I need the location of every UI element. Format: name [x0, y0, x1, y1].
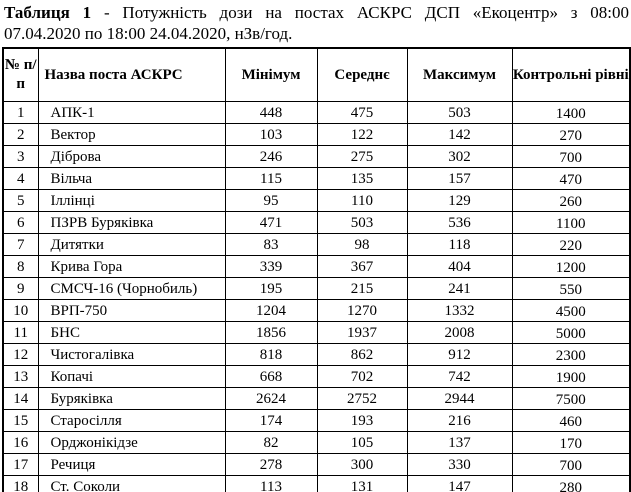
row-number-cell: 7	[3, 234, 38, 256]
max-value-cell: 1332	[407, 300, 512, 322]
table-caption-label: Таблиця 1	[4, 3, 92, 22]
post-name-cell: АПК-1	[38, 102, 225, 124]
min-value-cell: 448	[225, 102, 317, 124]
row-number-cell: 11	[3, 322, 38, 344]
avg-value-cell: 1937	[317, 322, 407, 344]
post-name-cell: Діброва	[38, 146, 225, 168]
post-name-cell: Вектор	[38, 124, 225, 146]
avg-value-cell: 702	[317, 366, 407, 388]
control-level-cell: 700	[512, 454, 630, 476]
table-row	[3, 256, 630, 278]
control-level-cell: 7500	[512, 388, 630, 410]
min-value-cell: 246	[225, 146, 317, 168]
post-name-cell: СМСЧ-16 (Чорнобиль)	[38, 278, 225, 300]
table-row	[3, 388, 630, 410]
avg-value-cell: 105	[317, 432, 407, 454]
row-number-cell: 14	[3, 388, 38, 410]
table-caption-text: - Потужність дози на постах АСКРС ДСП «Екоцентр» з 08:00	[91, 3, 629, 22]
min-value-cell: 174	[225, 410, 317, 432]
max-value-cell: 912	[407, 344, 512, 366]
post-name-cell: Ст. Соколи	[38, 476, 225, 492]
avg-value-cell: 2752	[317, 388, 407, 410]
control-level-cell: 4500	[512, 300, 630, 322]
max-value-cell: 536	[407, 212, 512, 234]
max-value-cell: 157	[407, 168, 512, 190]
post-name-cell: ПЗРВ Буряківка	[38, 212, 225, 234]
min-value-cell: 95	[225, 190, 317, 212]
avg-value-cell: 131	[317, 476, 407, 492]
control-level-cell: 5000	[512, 322, 630, 344]
row-number-cell: 15	[3, 410, 38, 432]
table-row	[3, 146, 630, 168]
row-number-cell: 13	[3, 366, 38, 388]
control-level-cell: 280	[512, 476, 630, 492]
row-number-cell: 2	[3, 124, 38, 146]
max-value-cell: 404	[407, 256, 512, 278]
min-value-cell: 115	[225, 168, 317, 190]
row-number-cell: 3	[3, 146, 38, 168]
max-value-cell: 129	[407, 190, 512, 212]
row-number-cell: 8	[3, 256, 38, 278]
max-value-cell: 2008	[407, 322, 512, 344]
table-row	[3, 278, 630, 300]
max-value-cell: 118	[407, 234, 512, 256]
post-name-cell: Буряківка	[38, 388, 225, 410]
max-value-cell: 302	[407, 146, 512, 168]
table-row	[3, 410, 630, 432]
post-name-cell: Дитятки	[38, 234, 225, 256]
table-body	[3, 102, 630, 492]
min-value-cell: 2624	[225, 388, 317, 410]
avg-value-cell: 1270	[317, 300, 407, 322]
row-number-cell: 12	[3, 344, 38, 366]
table-caption-line1	[4, 2, 629, 23]
post-name-cell: ВРП-750	[38, 300, 225, 322]
post-name-cell: Чистогалівка	[38, 344, 225, 366]
table-caption	[4, 2, 629, 44]
row-number-cell: 1	[3, 102, 38, 124]
min-value-cell: 1856	[225, 322, 317, 344]
row-number-cell: 10	[3, 300, 38, 322]
min-value-cell: 113	[225, 476, 317, 492]
post-name-cell: Орджонікідзе	[38, 432, 225, 454]
min-value-cell: 195	[225, 278, 317, 300]
control-level-cell: 1400	[512, 102, 630, 124]
min-value-cell: 818	[225, 344, 317, 366]
header-average: Середнє	[317, 48, 407, 102]
post-name-cell: Крива Гора	[38, 256, 225, 278]
control-level-cell: 2300	[512, 344, 630, 366]
max-value-cell: 137	[407, 432, 512, 454]
avg-value-cell: 193	[317, 410, 407, 432]
header-maximum: Максимум	[407, 48, 512, 102]
min-value-cell: 471	[225, 212, 317, 234]
row-number-cell: 5	[3, 190, 38, 212]
row-number-cell: 18	[3, 476, 38, 492]
min-value-cell: 82	[225, 432, 317, 454]
avg-value-cell: 275	[317, 146, 407, 168]
min-value-cell: 339	[225, 256, 317, 278]
row-number-cell: 4	[3, 168, 38, 190]
table-row	[3, 454, 630, 476]
avg-value-cell: 475	[317, 102, 407, 124]
post-name-cell: Старосілля	[38, 410, 225, 432]
min-value-cell: 278	[225, 454, 317, 476]
max-value-cell: 742	[407, 366, 512, 388]
post-name-cell: Речиця	[38, 454, 225, 476]
avg-value-cell: 135	[317, 168, 407, 190]
header-row	[3, 48, 630, 102]
avg-value-cell: 862	[317, 344, 407, 366]
max-value-cell: 216	[407, 410, 512, 432]
avg-value-cell: 215	[317, 278, 407, 300]
avg-value-cell: 122	[317, 124, 407, 146]
table-row	[3, 322, 630, 344]
min-value-cell: 103	[225, 124, 317, 146]
control-level-cell: 1200	[512, 256, 630, 278]
table-row	[3, 212, 630, 234]
control-level-cell: 1900	[512, 366, 630, 388]
row-number-cell: 9	[3, 278, 38, 300]
table-header	[3, 48, 630, 102]
post-name-cell: Копачі	[38, 366, 225, 388]
table-row	[3, 366, 630, 388]
avg-value-cell: 503	[317, 212, 407, 234]
header-minimum: Мінімум	[225, 48, 317, 102]
control-level-cell: 220	[512, 234, 630, 256]
avg-value-cell: 300	[317, 454, 407, 476]
post-name-cell: Вільча	[38, 168, 225, 190]
table-row	[3, 190, 630, 212]
max-value-cell: 2944	[407, 388, 512, 410]
table-row	[3, 300, 630, 322]
max-value-cell: 147	[407, 476, 512, 492]
avg-value-cell: 367	[317, 256, 407, 278]
control-level-cell: 550	[512, 278, 630, 300]
post-name-cell: БНС	[38, 322, 225, 344]
min-value-cell: 668	[225, 366, 317, 388]
avg-value-cell: 110	[317, 190, 407, 212]
avg-value-cell: 98	[317, 234, 407, 256]
table-row	[3, 102, 630, 124]
control-level-cell: 460	[512, 410, 630, 432]
header-row-number: № п/п	[3, 48, 38, 102]
table-row	[3, 234, 630, 256]
control-level-cell: 270	[512, 124, 630, 146]
control-level-cell: 260	[512, 190, 630, 212]
min-value-cell: 83	[225, 234, 317, 256]
control-level-cell: 1100	[512, 212, 630, 234]
header-post-name: Назва поста АСКРС	[38, 48, 225, 102]
max-value-cell: 330	[407, 454, 512, 476]
table-row	[3, 168, 630, 190]
max-value-cell: 503	[407, 102, 512, 124]
row-number-cell: 17	[3, 454, 38, 476]
max-value-cell: 241	[407, 278, 512, 300]
table-row	[3, 344, 630, 366]
dose-rate-table	[2, 47, 631, 492]
max-value-cell: 142	[407, 124, 512, 146]
header-control-level: Контрольні рівні	[512, 48, 630, 102]
table-row	[3, 124, 630, 146]
row-number-cell: 6	[3, 212, 38, 234]
control-level-cell: 700	[512, 146, 630, 168]
row-number-cell: 16	[3, 432, 38, 454]
min-value-cell: 1204	[225, 300, 317, 322]
table-row	[3, 476, 630, 492]
control-level-cell: 470	[512, 168, 630, 190]
table-row	[3, 432, 630, 454]
post-name-cell: Іллінці	[38, 190, 225, 212]
control-level-cell: 170	[512, 432, 630, 454]
table-caption-line2: 07.04.2020 по 18:00 24.04.2020, нЗв/год.	[4, 24, 293, 43]
